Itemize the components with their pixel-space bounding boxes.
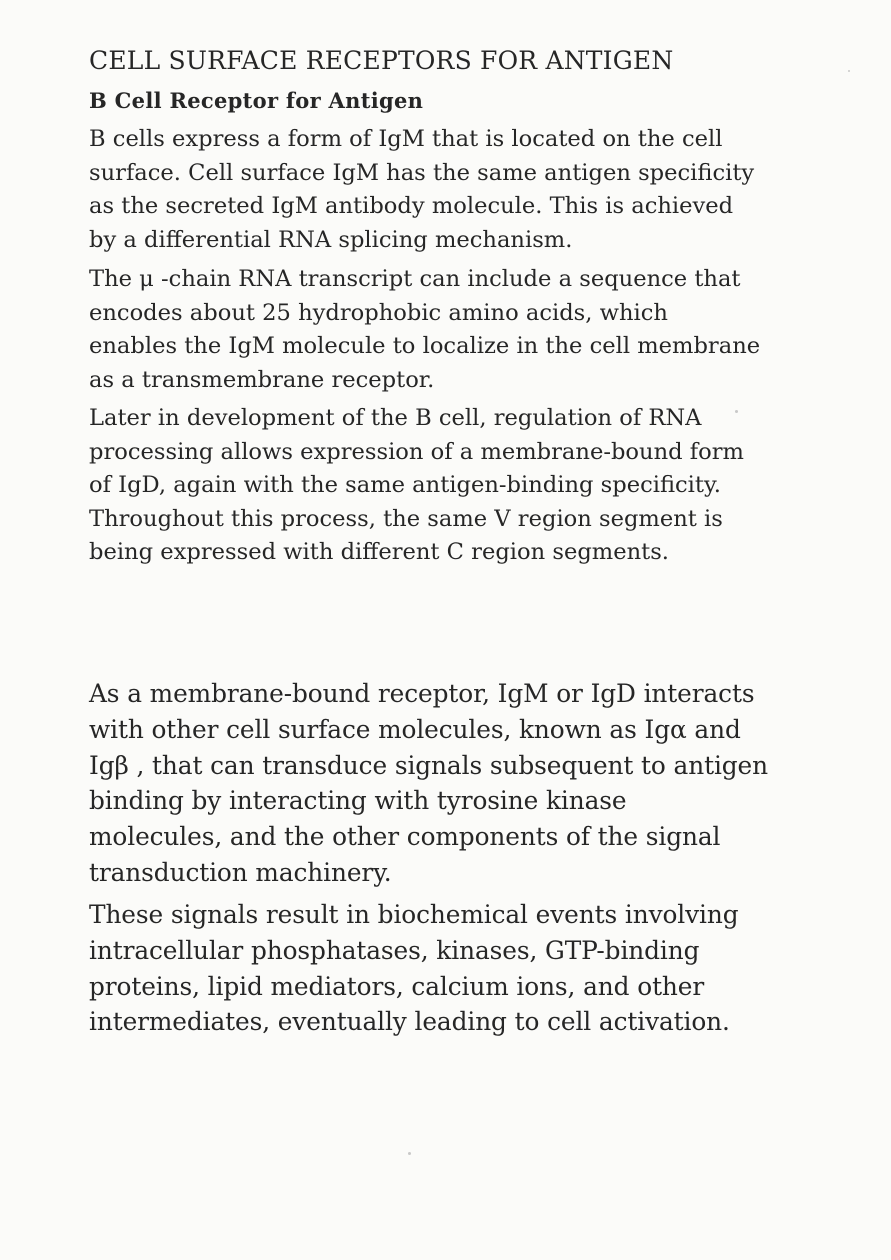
section-subtitle: B Cell Receptor for Antigen [89, 88, 424, 113]
text-line: proteins, lipid mediators, calcium ions, and other [89, 971, 705, 1001]
paragraph-igd-expression [89, 402, 809, 570]
text-line: being expressed with different C region segments. [89, 539, 669, 565]
paragraph-bcell-igm [89, 123, 809, 257]
text-line: intracellular phosphatases, kinases, GTP-binding [89, 935, 700, 965]
text-line: as the secreted IgM antibody molecule. This is achieved [89, 193, 734, 219]
text-line: processing allows expression of a membrane-bound form [89, 438, 744, 465]
text-line: by a differential RNA splicing mechanism. [89, 226, 573, 253]
text-line: Later in development of the B cell, regulation of RNA [89, 405, 702, 431]
text-line: Igβ , that can transduce signals subsequent to antigen [89, 750, 768, 780]
text-line: transduction machinery. [89, 857, 392, 887]
text-line: As a membrane-bound receptor, IgM or IgD interacts [89, 679, 755, 708]
text-line: binding by interacting with tyrosine kinase [89, 786, 627, 816]
text-line: surface. Cell surface IgM has the same antigen specificity [89, 159, 755, 186]
paragraph-biochemical-events [89, 897, 809, 1040]
text-line: intermediates, eventually leading to cell activation. [89, 1007, 730, 1037]
scan-speck [848, 70, 850, 72]
text-line: Throughout this process, the same V region segment is [89, 505, 723, 532]
text-line: as a transmembrane receptor. [89, 366, 435, 393]
text-line: encodes about 25 hydrophobic amino acids, which [89, 299, 668, 326]
scan-speck [408, 1152, 411, 1155]
text-line: enables the IgM molecule to localize in the cell membrane [89, 333, 761, 359]
paragraph-mu-chain [89, 263, 809, 397]
text-line: B cells express a form of IgM that is located on the cell [89, 126, 723, 152]
text-line: with other cell surface molecules, known as Igα and [89, 714, 741, 744]
text-line: of IgD, again with the same antigen-binding specificity. [89, 472, 721, 498]
page-title: CELL SURFACE RECEPTORS FOR ANTIGEN [89, 46, 674, 75]
text-line: molecules, and the other components of the signal [89, 822, 721, 852]
scan-speck [735, 410, 738, 413]
text-line: The μ -chain RNA transcript can include a sequence that [89, 266, 741, 292]
paragraph-signal-transduction [89, 676, 809, 891]
text-line: These signals result in biochemical events involving [89, 900, 739, 929]
